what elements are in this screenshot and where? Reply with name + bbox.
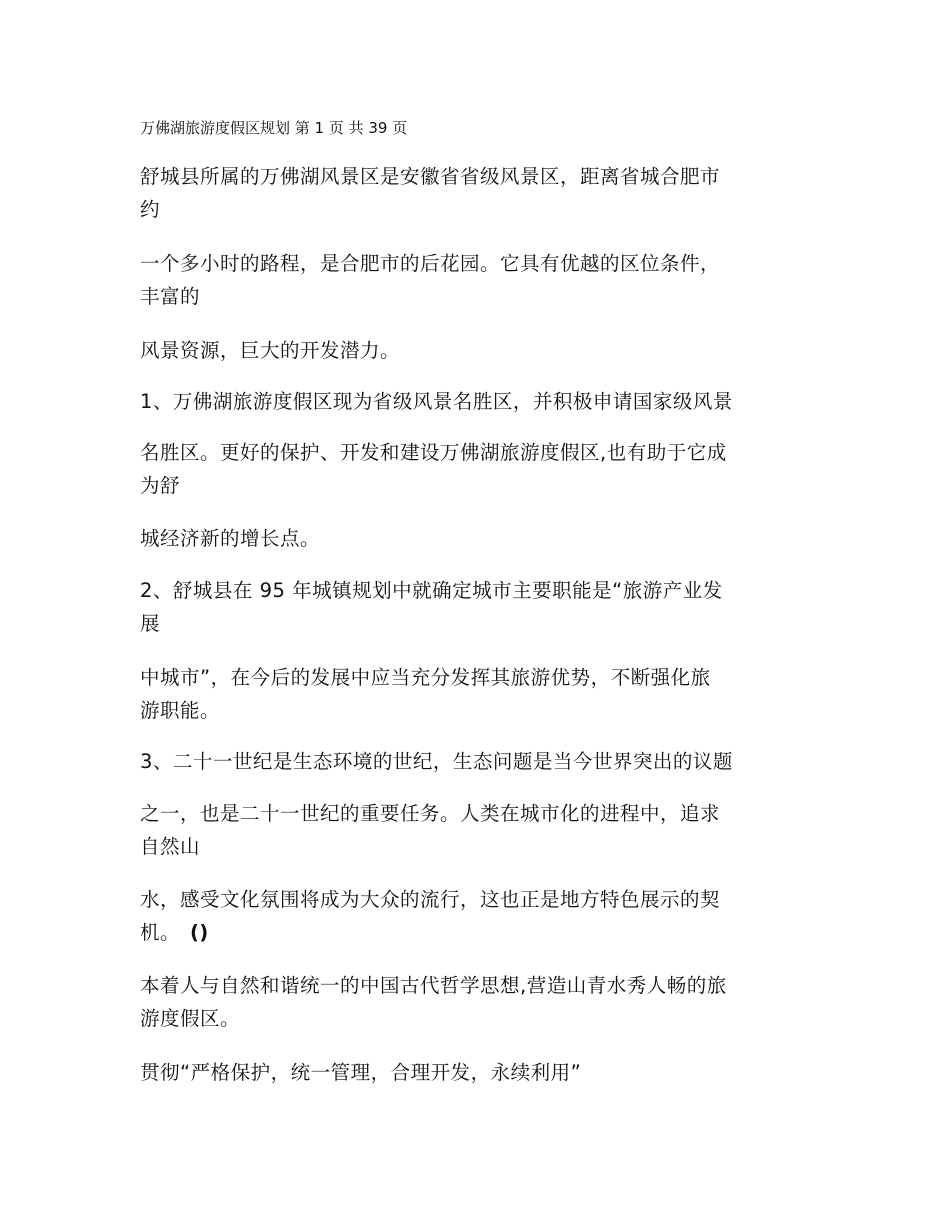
- paragraph-6: [140, 522, 830, 555]
- paragraph-line: 自然山: [140, 835, 201, 858]
- paragraph-1: [140, 160, 830, 226]
- paragraph-line: 贯彻“严格保护，统一管理，合理开发，永续利用”: [140, 1061, 582, 1084]
- paragraph-line: 舒城县所属的万佛湖风景区是安徽省省级风景区，距离省城合肥市: [140, 165, 721, 188]
- paragraph-line: 游度假区。: [140, 1007, 241, 1030]
- paragraph-line: 2、舒城县在 95 年城镇规划中就确定城市主要职能是“旅游产业发: [140, 579, 723, 602]
- paragraph-line: 之一，也是二十一世纪的重要任务。人类在城市化的进程中，追求: [140, 802, 721, 825]
- paragraph-11: [140, 883, 830, 949]
- paragraph-12: [140, 969, 830, 1035]
- paragraph-line: 水，感受文化氛围将成为大众的流行，这也正是地方特色展示的契: [140, 888, 721, 911]
- page-header: 万佛湖旅游度假区规划 第 1 页 共 39 页: [140, 119, 408, 137]
- paragraph-line: 城经济新的增长点。: [140, 527, 321, 550]
- paragraph-line: [140, 916, 830, 949]
- paragraph-line: 游职能。: [140, 699, 221, 722]
- paragraph-line: 风景资源，巨大的开发潜力。: [140, 339, 401, 362]
- paragraph-2: [140, 247, 830, 313]
- paragraph-8: [140, 661, 830, 727]
- parentheses-mark: (): [190, 921, 209, 944]
- paragraph-line: 丰富的: [140, 285, 201, 308]
- paragraph-line: 名胜区。更好的保护、开发和建设万佛湖旅游度假区,也有助于它成: [140, 441, 727, 464]
- paragraph-line: 1、万佛湖旅游度假区现为省级风景名胜区，并积极申请国家级风景: [140, 390, 733, 413]
- paragraph-line: 为舒: [140, 474, 181, 497]
- paragraph-13: [140, 1056, 830, 1089]
- paragraph-4: [140, 385, 830, 418]
- paragraph-line-text: 机。: [140, 921, 181, 944]
- paragraph-5: [140, 436, 830, 502]
- paragraph-3: [140, 334, 830, 367]
- paragraph-line: 3、二十一世纪是生态环境的世纪，生态问题是当今世界突出的议题: [140, 750, 733, 773]
- paragraph-line: 展: [140, 612, 161, 635]
- paragraph-line: 一个多小时的路程，是合肥市的后花园。它具有优越的区位条件，: [140, 252, 721, 275]
- paragraph-10: [140, 797, 830, 863]
- paragraph-line: 本着人与自然和谐统一的中国古代哲学思想,营造山青水秀人畅的旅: [140, 974, 727, 997]
- paragraph-line: 中城市”，在今后的发展中应当充分发挥其旅游优势，不断强化旅: [140, 666, 711, 689]
- paragraph-9: [140, 745, 830, 778]
- paragraph-7: [140, 574, 830, 640]
- paragraph-line: 约: [140, 198, 161, 221]
